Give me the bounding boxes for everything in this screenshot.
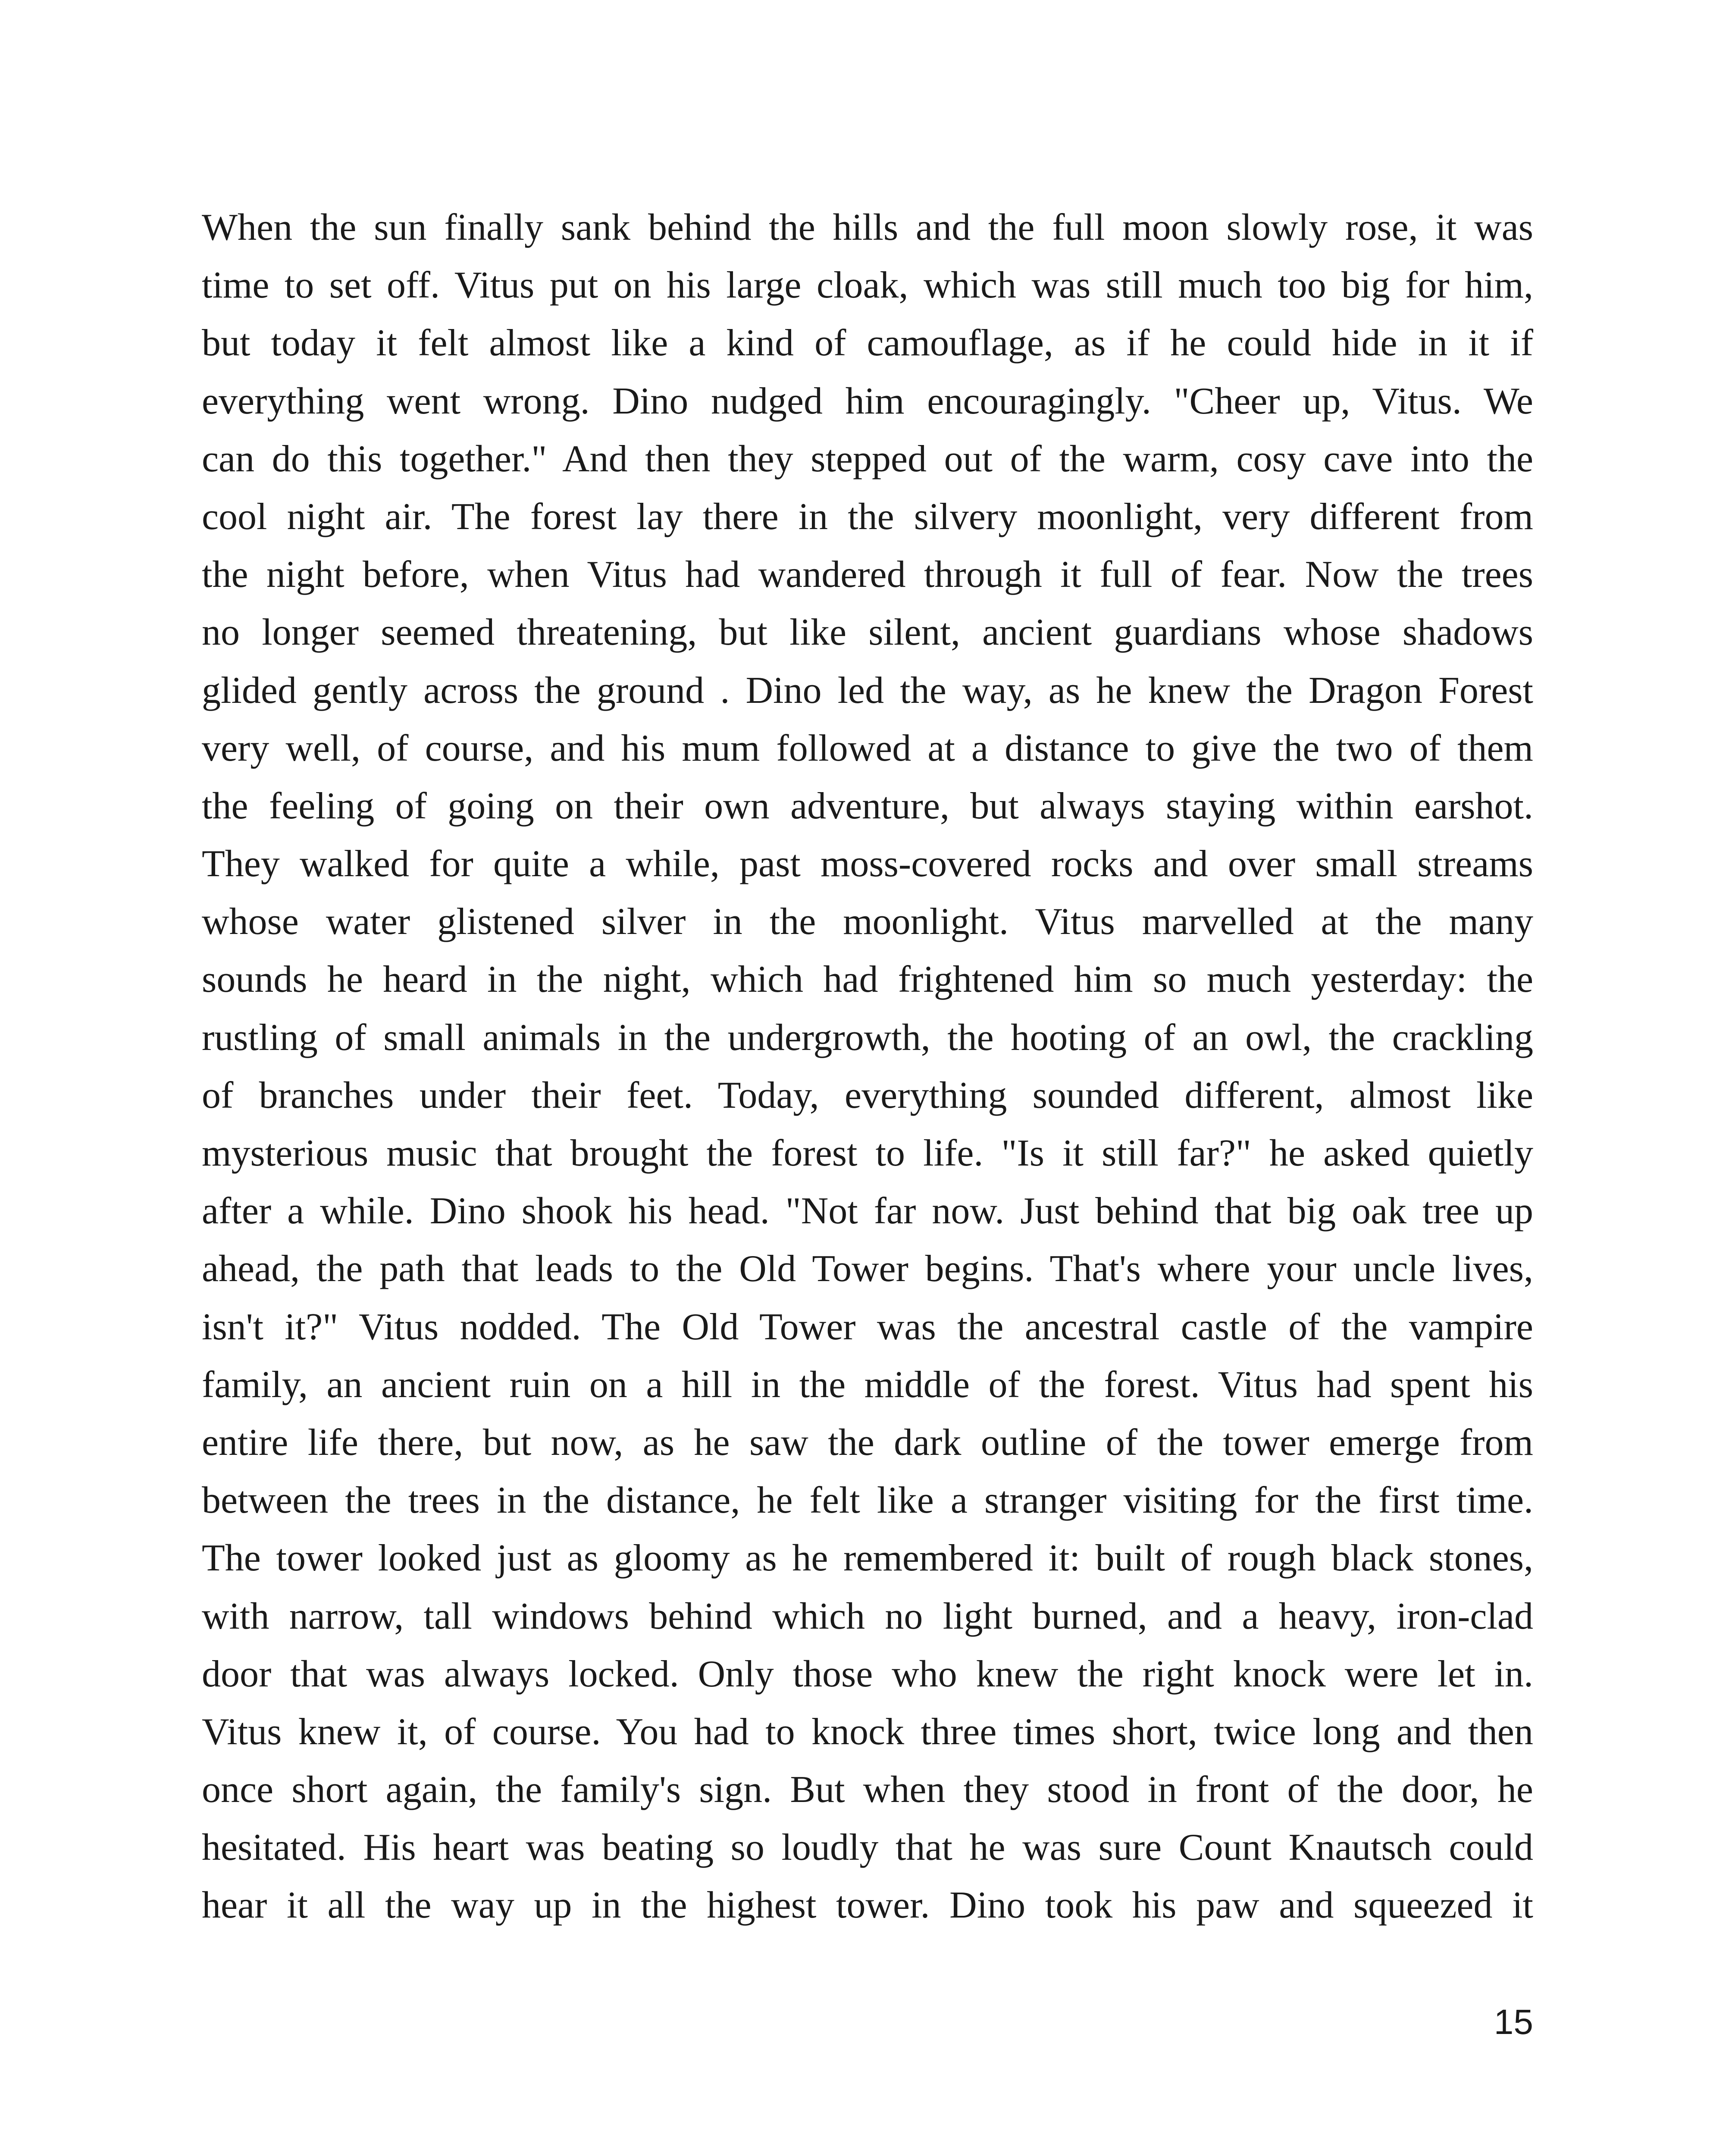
text-line: hesitated. His heart was beating so loudly that he was sure Count Knautsch could bbox=[202, 1827, 1533, 1869]
text-line: cool night air. The forest lay there in the silvery moonlight, very different from bbox=[202, 495, 1533, 538]
text-line: They walked for quite a while, past moss-covered rocks and over small streams bbox=[202, 843, 1533, 885]
text-line: rustling of small animals in the undergrowth, the hooting of an owl, the crackling bbox=[202, 1016, 1533, 1059]
text-line: Vitus knew it, of course. You had to knock three times short, twice long and then bbox=[202, 1711, 1533, 1753]
text-line: between the trees in the distance, he felt like a stranger visiting for the first time. bbox=[202, 1479, 1533, 1522]
text-line: very well, of course, and his mum followed at a distance to give the two of them bbox=[202, 727, 1533, 769]
text-line: everything went wrong. Dino nudged him encouragingly. "Cheer up, Vitus. We bbox=[202, 380, 1533, 422]
text-line: When the sun finally sank behind the hills and the full moon slowly rose, it was bbox=[202, 207, 1533, 248]
text-line: sounds he heard in the night, which had frightened him so much yesterday: the bbox=[202, 959, 1533, 1001]
text-line: family, an ancient ruin on a hill in the middle of the forest. Vitus had spent his bbox=[202, 1363, 1533, 1406]
text-line: no longer seemed threatening, but like silent, ancient guardians whose shadows bbox=[202, 611, 1533, 654]
body-paragraph bbox=[202, 199, 1533, 1935]
text-line: but today it felt almost like a kind of camouflage, as if he could hide in it if bbox=[202, 322, 1533, 364]
text-line: hear it all the way up in the highest tower. Dino took his paw and squeezed it bbox=[202, 1884, 1533, 1927]
text-line: whose water glistened silver in the moonlight. Vitus marvelled at the many bbox=[202, 901, 1533, 943]
text-line: ahead, the path that leads to the Old Tower begins. That's where your uncle lives, bbox=[202, 1248, 1533, 1290]
text-line: the night before, when Vitus had wandered through it full of fear. Now the trees bbox=[202, 554, 1533, 596]
text-line: isn't it?" Vitus nodded. The Old Tower was the ancestral castle of the vampire bbox=[202, 1306, 1533, 1348]
text-line: of branches under their feet. Today, everything sounded different, almost like bbox=[202, 1074, 1533, 1116]
text-line: mysterious music that brought the forest to life. "Is it still far?" he asked quietly bbox=[202, 1132, 1533, 1174]
text-line: door that was always locked. Only those who knew the right knock were let in. bbox=[202, 1653, 1533, 1695]
text-line: glided gently across the ground . Dino led the way, as he knew the Dragon Forest bbox=[202, 669, 1533, 711]
page-number: 15 bbox=[1494, 2002, 1533, 2042]
text-line: entire life there, but now, as he saw the dark outline of the tower emerge from bbox=[202, 1421, 1533, 1463]
text-line: time to set off. Vitus put on his large cloak, which was still much too big for him, bbox=[202, 264, 1533, 307]
text-line: after a while. Dino shook his head. "Not far now. Just behind that big oak tree up bbox=[202, 1190, 1533, 1232]
text-line: with narrow, tall windows behind which no light burned, and a heavy, iron-clad bbox=[202, 1595, 1533, 1637]
text-line: once short again, the family's sign. But when they stood in front of the door, he bbox=[202, 1769, 1533, 1811]
text-line: the feeling of going on their own adventure, but always staying within earshot. bbox=[202, 785, 1533, 827]
text-line: can do this together." And then they stepped out of the warm, cosy cave into the bbox=[202, 438, 1533, 480]
text-line: The tower looked just as gloomy as he remembered it: built of rough black stones, bbox=[202, 1537, 1533, 1579]
